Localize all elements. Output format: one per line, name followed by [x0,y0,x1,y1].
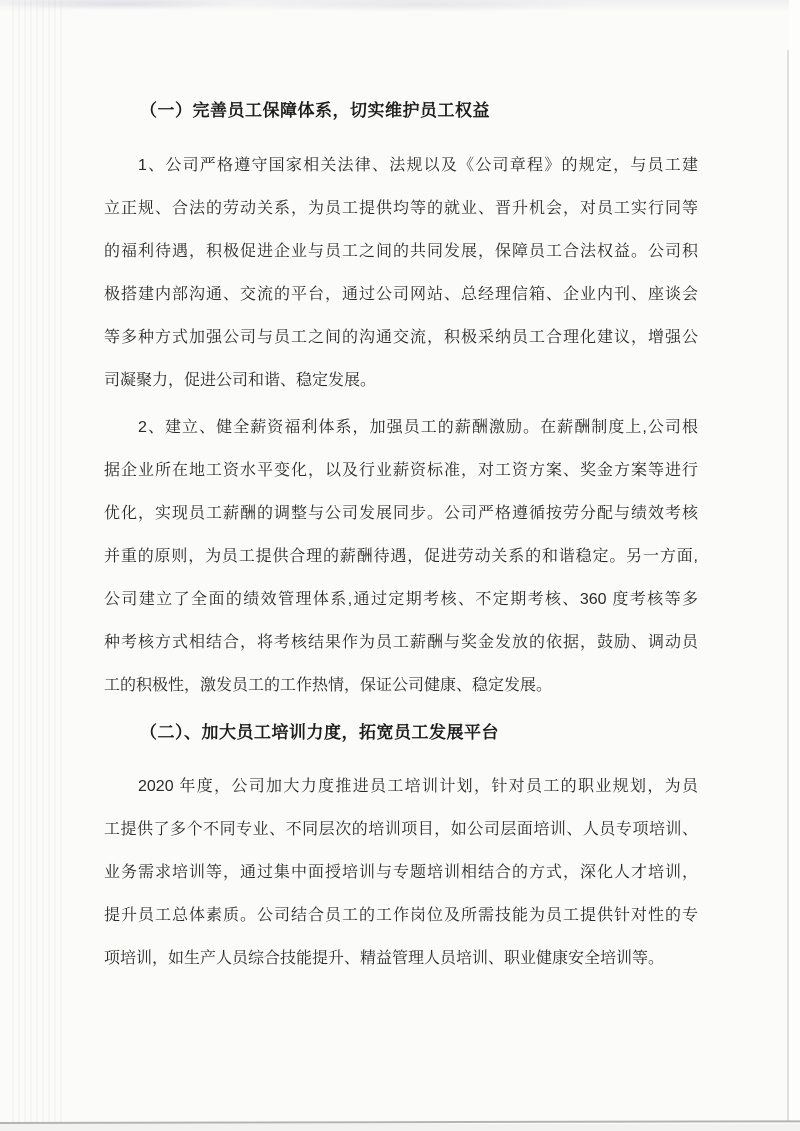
scan-background-bottom [0,1124,800,1131]
para-3 [104,765,698,980]
paragraph-line: 极搭建内部沟通、交流的平台，通过公司网站、总经理信箱、企业内刊、座谈会 [104,286,698,303]
heading-text: （一）完善员工保障体系，切实维护员工权益 [140,101,490,120]
heading-text: （二）、加大员工培训力度，拓宽员工发展平台 [140,723,499,742]
paragraph-line: 提升员工总体素质。公司结合员工的工作岗位及所需技能为员工提供针对性的专 [104,907,698,924]
paragraph-line: 2020 年度，公司加大力度推进员工培训计划，针对员工的职业规划，为员 [138,778,698,795]
section-2-heading [104,720,698,746]
paragraph-line: 司凝聚力，促进公司和谐、稳定发展。 [104,372,377,389]
section-1-heading [104,98,698,124]
paragraph-line: 项培训，如生产人员综合技能提升、精益管理人员培训、职业健康安全培训等。 [104,950,665,967]
paragraph-line: 优化，实现员工薪酬的调整与公司发展同步。公司严格遵循按劳分配与绩效考核 [104,505,698,522]
paragraph-line: 公司建立了全面的绩效管理体系,通过定期考核、不定期考核、360 度考核等多 [104,591,698,608]
paragraph-line: 2、建立、健全薪资福利体系，加强员工的薪酬激励。在薪酬制度上,公司根 [138,419,698,436]
paragraph-line: 的福利待遇，积极促进企业与员工之间的共同发展，保障员工合法权益。公司积 [104,243,698,260]
paragraph-line: 立正规、合法的劳动关系，为员工提供均等的就业、晋升机会，对员工实行同等 [104,200,698,217]
document-text-column [104,0,698,980]
paragraph-line: 工的积极性，激发员工的工作热情，保证公司健康、稳定发展。 [104,677,553,694]
paragraph-line: 并重的原则，为员工提供合理的薪酬待遇，促进劳动关系的和谐稳定。另一方面, [104,548,698,565]
paragraph-line: 业务需求培训等，通过集中面授培训与专题培训相结合的方式，深化人才培训， [104,864,698,881]
paragraph-line: 1、公司严格遵守国家相关法律、法规以及《公司章程》的规定，与员工建 [138,157,698,174]
paragraph-line: 等多种方式加强公司与员工之间的沟通交流，积极采纳员工合理化建议，增强公 [104,329,698,346]
paragraph-line: 工提供了多个不同专业、不同层次的培训项目，如公司层面培训、人员专项培训、 [104,821,698,838]
scan-background-right [789,0,800,1122]
para-2 [104,406,698,707]
para-1 [104,144,698,402]
paragraph-line: 种考核方式相结合，将考核结果作为员工薪酬与奖金发放的依据，鼓励、调动员 [104,634,698,651]
paragraph-line: 据企业所在地工资水平变化，以及行业薪资标准，对工资方案、奖金方案等进行 [104,462,698,479]
scan-noise-left-margin [12,0,64,1122]
